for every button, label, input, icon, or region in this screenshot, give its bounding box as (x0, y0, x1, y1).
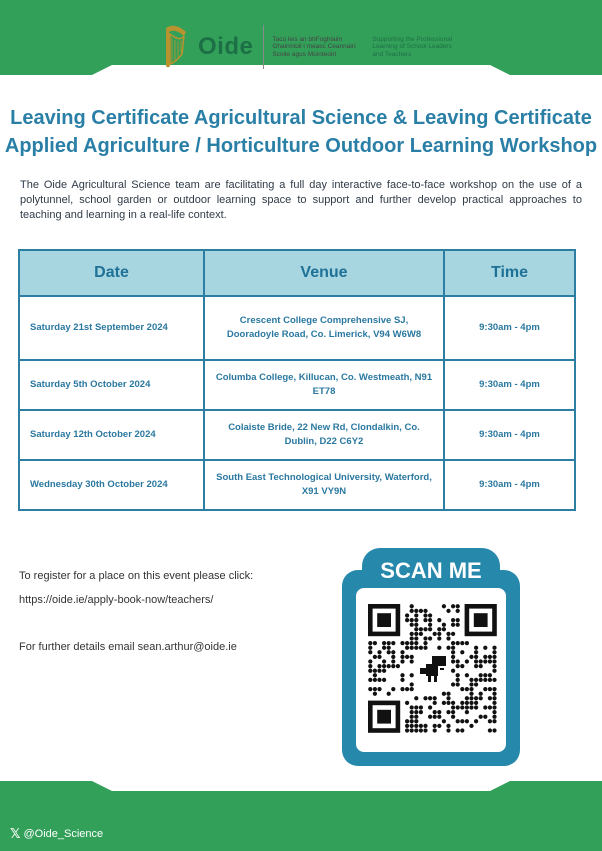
qr-code-block[interactable] (340, 548, 522, 768)
row-venue: Columba College, Killucan, Co. Westmeath, N91 ET78 (204, 360, 444, 410)
social-handle-text: @Oide_Science (23, 828, 104, 840)
header-date: Date (19, 250, 204, 296)
row-date: Saturday 5th October 2024 (19, 360, 204, 410)
register-prompt: To register for a place on this event please click: (19, 570, 254, 582)
table-header-row (19, 250, 575, 296)
row-date: Saturday 21st September 2024 (19, 296, 204, 360)
row-time: 9:30am - 4pm (444, 460, 575, 510)
english-tagline (372, 36, 464, 59)
english-tagline-line: and Teachers (372, 50, 412, 58)
irish-tagline-line: Tacú leis an bhFoghlaim (272, 35, 343, 43)
page-title-line1: Leaving Certificate Agricultural Science & Leaving Certificate (10, 107, 592, 129)
qr-frame (340, 548, 522, 768)
row-time: 9:30am - 4pm (444, 410, 575, 460)
row-venue: Crescent College Comprehensive SJ, Dooradoyle Road, Co. Limerick, V94 W6W8 (204, 296, 444, 360)
english-tagline-line: Supporting the Professional (372, 35, 453, 43)
brand-name: Oide (198, 33, 254, 60)
intro-paragraph: The Oide Agricultural Science team are facilitating a full day interactive face-to-face workshop on the use of a polytunnel, school garden or outdoor learning space to support and further develop practical approaches to teaching and learning in a real-life context. (20, 179, 582, 221)
page-title-line2: Applied Agriculture / Horticulture Outdoor Learning Workshop (4, 135, 598, 157)
irish-tagline-line: Scoile agus Múinteoirí (272, 50, 337, 58)
header-venue: Venue (204, 250, 444, 296)
register-link[interactable]: https://oide.ie/apply-book-now/teachers/ (19, 594, 214, 606)
row-date: Wednesday 30th October 2024 (19, 460, 204, 510)
page-title (0, 104, 602, 160)
irish-tagline-line: Ghairmiúil i measc Ceannairí (272, 43, 356, 51)
row-date: Saturday 12th October 2024 (19, 410, 204, 460)
row-venue: South East Technological University, Waterford, X91 VY9N (204, 460, 444, 510)
table-row (19, 360, 575, 410)
table-row (19, 410, 575, 460)
oide-logo-header (160, 22, 464, 72)
harp-icon (160, 24, 190, 70)
logo-divider (263, 25, 264, 69)
english-tagline-line: Learning of School Leaders (372, 43, 452, 51)
x-logo-icon: 𝕏 (10, 826, 21, 841)
table-row (19, 296, 575, 360)
irish-tagline (272, 36, 364, 59)
social-handle[interactable] (10, 826, 103, 842)
row-time: 9:30am - 4pm (444, 360, 575, 410)
workshop-schedule-table (18, 249, 576, 511)
contact-email-text: For further details email sean.arthur@oide.ie (19, 641, 237, 653)
header-time: Time (444, 250, 575, 296)
table-row (19, 460, 575, 510)
row-time: 9:30am - 4pm (444, 296, 575, 360)
scan-me-label: SCAN ME (380, 558, 482, 583)
row-venue: Colaiste Bride, 22 New Rd, Clondalkin, Co. Dublin, D22 C6Y2 (204, 410, 444, 460)
